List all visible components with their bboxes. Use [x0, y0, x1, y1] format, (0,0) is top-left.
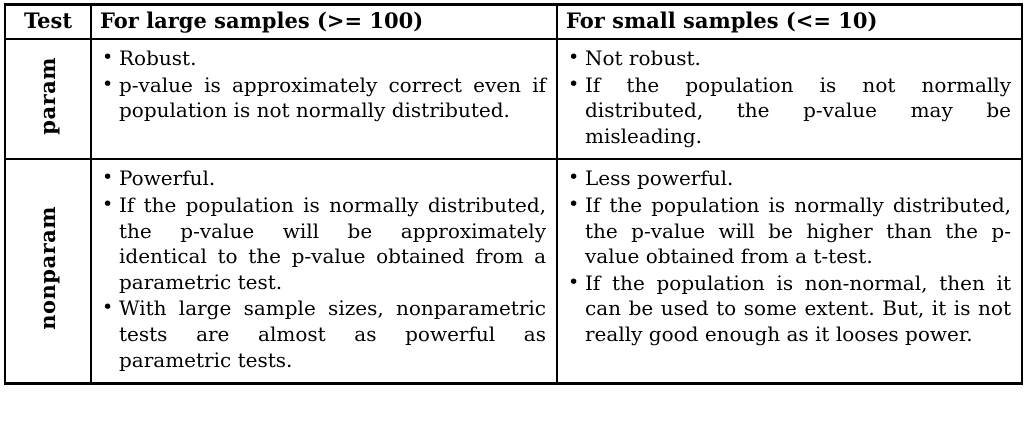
list-item: • If the population is normally distributed, the p-value will be higher than the p-value obtained from a t-test.: [568, 193, 1011, 270]
column-header-small-samples: For small samples (<= 10): [557, 5, 1022, 40]
row-label-param: [5, 39, 91, 159]
list-item: • With large sample sizes, nonparametric tests are almost as powerful as parametric tests.: [102, 296, 546, 373]
list-item: • If the population is normally distributed, the p-value will be approximately identical to the p-value obtained from a parametric test.: [102, 193, 546, 295]
list-item: • Less powerful.: [568, 166, 1011, 192]
list-item: • Powerful.: [102, 166, 546, 192]
row-label-nonparam: [5, 159, 91, 383]
list-item: • p-value is approximately correct even if population is not normally distributed.: [102, 73, 546, 124]
list-item: • Not robust.: [568, 46, 1011, 72]
row-label-param-text: param: [34, 57, 60, 135]
table-header-row: [5, 5, 1022, 40]
list-item: • If the population is not normally distributed, the p-value may be misleading.: [568, 73, 1011, 150]
bullet-list: [568, 46, 1011, 149]
table-row: [5, 159, 1022, 383]
bullet-list: [102, 46, 546, 124]
cell-nonparam-large: [91, 159, 557, 383]
column-header-test: Test: [5, 5, 91, 40]
parametric-vs-nonparametric-table: [4, 3, 1023, 385]
list-item: • Robust.: [102, 46, 546, 72]
bullet-list: [102, 166, 546, 373]
cell-param-small: [557, 39, 1022, 159]
table-body: [5, 39, 1022, 384]
table-row: [5, 39, 1022, 159]
row-label-nonparam-text: nonparam: [34, 206, 60, 330]
column-header-large-samples: For large samples (>= 100): [91, 5, 557, 40]
table-header: [5, 5, 1022, 40]
cell-param-large: [91, 39, 557, 159]
bullet-list: [568, 166, 1011, 347]
cell-nonparam-small: [557, 159, 1022, 383]
list-item: • If the population is non-normal, then it can be used to some extent. But, it is not really good enough as it looses power.: [568, 271, 1011, 348]
